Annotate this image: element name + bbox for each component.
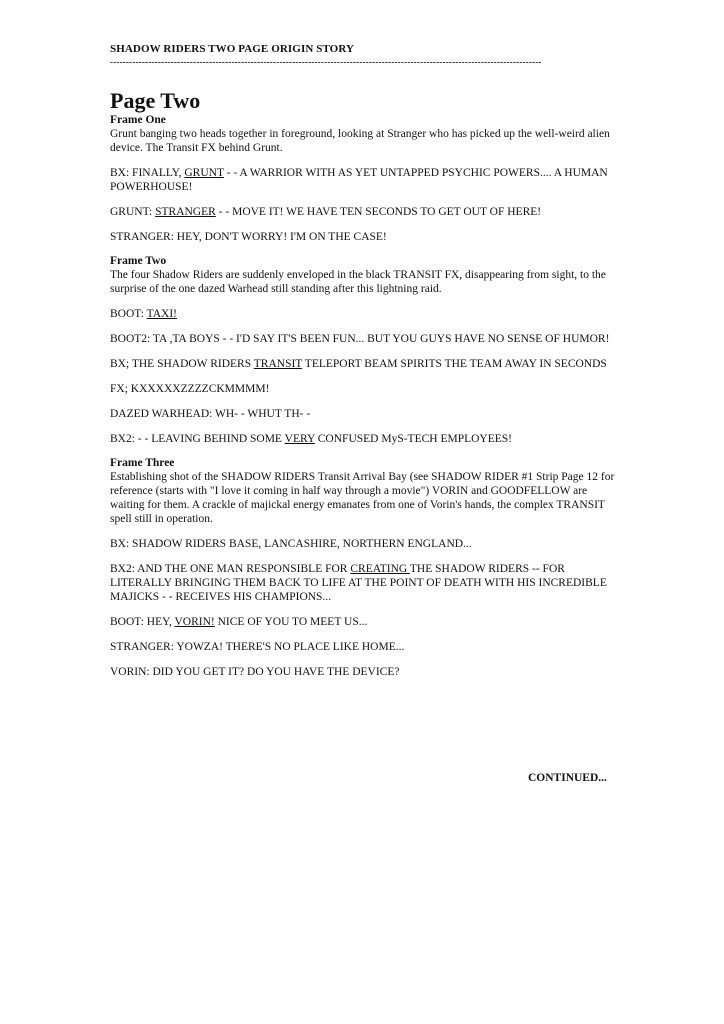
caption-text: TELEPORT BEAM SPIRITS THE TEAM AWAY IN SECONDS: [302, 358, 607, 370]
caption-text: BX2: AND THE ONE MAN RESPONSIBLE FOR: [110, 563, 351, 575]
caption-text: THE SHADOW RIDERS -- FOR LITERALLY BRINGING THEM BACK TO LIFE AT THE POINT OF DEATH WITH HIS INCREDIBLE MAJICKS - - RECEIVES HIS CHAMPIONS...: [110, 563, 607, 603]
frame-three-description: Establishing shot of the SHADOW RIDERS Transit Arrival Bay (see SHADOW RIDER #1 Strip Page 12 for reference (starts with "I love it coming in half way through a movie") VORIN and GOODFELLOW are waiting for them. A crackle of majickal energy emanates from one of Vorin's hands, the complex TRANSIT spell still in operation.: [110, 471, 615, 525]
frame-one-title: Frame One: [110, 114, 166, 126]
caption-text: BX: FINALLY,: [110, 167, 185, 179]
frame-three-title: Frame Three: [110, 457, 175, 469]
caption-text: - - A WARRIOR WITH AS YET UNTAPPED PSYCHIC POWERS.... A HUMAN POWERHOUSE!: [110, 167, 608, 193]
header-rule-dashes: ---------------------------------------------------------------------------------------------------------------------------------------: [110, 57, 542, 67]
underlined-name: VORIN!: [174, 616, 215, 628]
dialogue-boot: [110, 307, 620, 321]
dialogue-boot2: BOOT2: TA ,TA BOYS - - I'D SAY IT'S BEEN FUN... BUT YOU GUYS HAVE NO SENSE OF HUMOR!: [110, 333, 610, 345]
frame-one-description: Grunt banging two heads together in foreground, looking at Stranger who has picked up the well-weird alien device. The Transit FX behind Grunt.: [110, 128, 610, 154]
dialogue-boot-vorin: [110, 615, 620, 629]
dialogue-vorin: VORIN: DID YOU GET IT? DO YOU HAVE THE DEVICE?: [110, 666, 400, 678]
header-rule: [110, 57, 613, 67]
underlined-name: STRANGER: [155, 206, 216, 218]
dialogue-text: BOOT: HEY,: [110, 616, 175, 628]
dialogue-text: - - MOVE IT! WE HAVE TEN SECONDS TO GET OUT OF HERE!: [215, 206, 542, 218]
dialogue-grunt: [110, 205, 620, 219]
dialogue-text: NICE OF YOU TO MEET US...: [214, 616, 368, 628]
caption-bx-grunt: [110, 166, 620, 194]
caption-bx-base: BX: SHADOW RIDERS BASE, LANCASHIRE, NORTHERN ENGLAND...: [110, 538, 472, 550]
document-header: SHADOW RIDERS TWO PAGE ORIGIN STORY: [110, 43, 355, 55]
continued-label: CONTINUED...: [528, 772, 607, 784]
sound-effect: FX; KXXXXXZZZZCKMMMM!: [110, 383, 270, 395]
frame-two-description: The four Shadow Riders are suddenly enveloped in the black TRANSIT FX, disappearing from sight, to the surprise of the one dazed Warhead still standing after this lightning raid.: [110, 269, 606, 295]
caption-text: BX2: - - LEAVING BEHIND SOME: [110, 433, 285, 445]
underlined-name: GRUNT: [184, 167, 224, 179]
page-title: Page Two: [110, 88, 201, 113]
dialogue-text: BOOT:: [110, 308, 147, 320]
caption-bx2-creator: [110, 562, 620, 604]
page-content: [110, 88, 620, 679]
dialogue-text: GRUNT:: [110, 206, 156, 218]
dialogue-stranger-home: STRANGER: YOWZA! THERE'S NO PLACE LIKE HOME...: [110, 641, 405, 653]
underlined-word: VERY: [284, 433, 315, 445]
underlined-word: TAXI!: [146, 308, 177, 320]
caption-text: CONFUSED MyS-TECH EMPLOYEES!: [314, 433, 513, 445]
dialogue-dazed-warhead: DAZED WARHEAD: WH- - WHUT TH- -: [110, 408, 311, 420]
dialogue-stranger: STRANGER: HEY, DON'T WORRY! I'M ON THE CASE!: [110, 231, 387, 243]
frame-two-title: Frame Two: [110, 255, 167, 267]
underlined-word: CREATING: [350, 563, 410, 575]
caption-bx-transit: [110, 357, 620, 371]
underlined-word: TRANSIT: [253, 358, 303, 370]
caption-bx2-leaving: [110, 432, 620, 446]
caption-text: BX; THE SHADOW RIDERS: [110, 358, 254, 370]
